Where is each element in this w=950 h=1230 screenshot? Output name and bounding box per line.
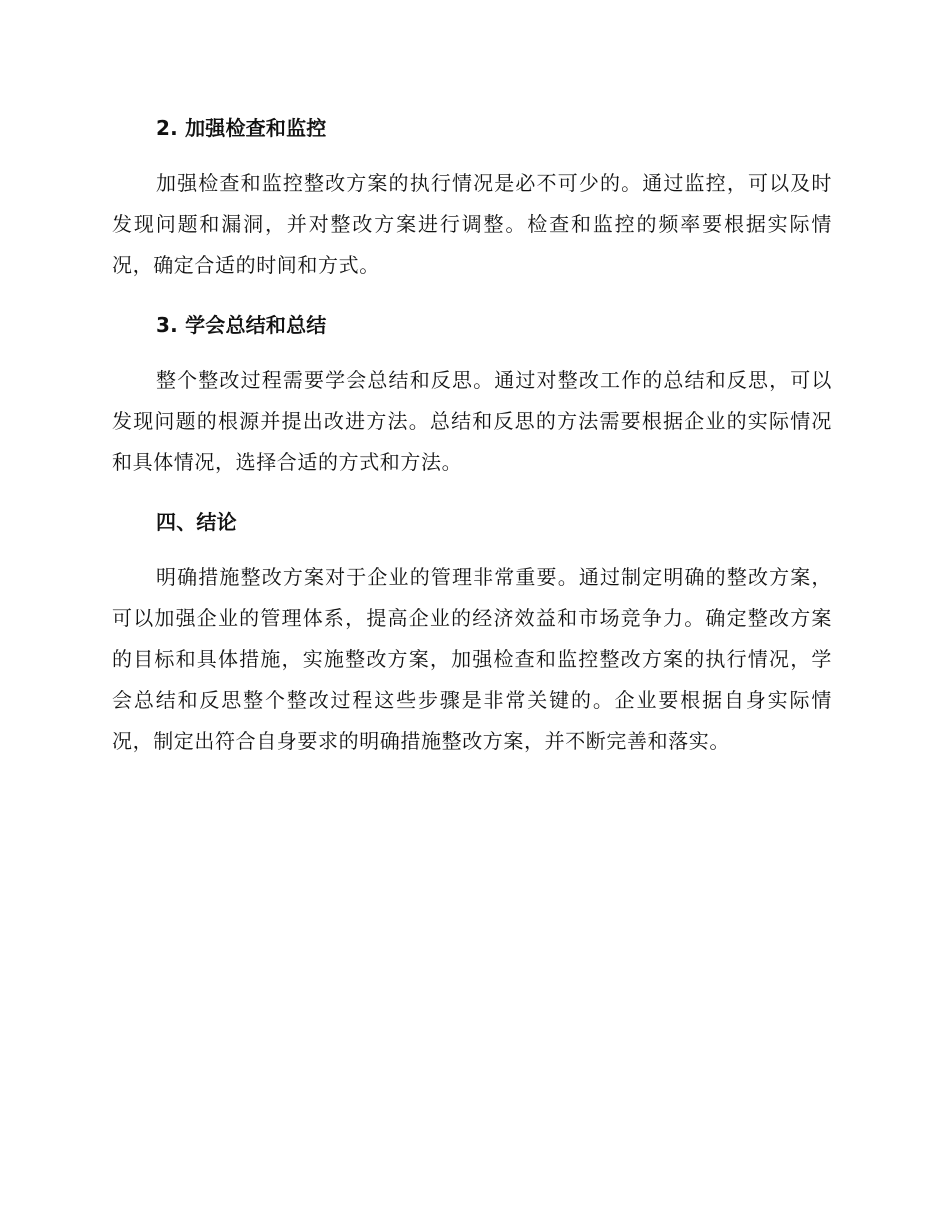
section-heading-monitoring: 2. 加强检查和监控 <box>156 116 327 140</box>
section-paragraph-conclusion: 明确措施整改方案对于企业的管理非常重要。通过制定明确的整改方案，可以加强企业的管理体系，提高企业的经济效益和市场竞争力。确定整改方案的目标和具体措施，实施整改方案，加强检查和监控整改方案的执行情况，学会总结和反思整个整改过程这些步骤是非常关键的。企业要根据自身实际情况，制定出符合自身要求的明确措施整改方案，并不断完善和落实。 <box>112 565 832 753</box>
document-body <box>112 110 832 762</box>
section-paragraph-monitoring: 加强检查和监控整改方案的执行情况是必不可少的。通过监控，可以及时发现问题和漏洞，并对整改方案进行调整。检查和监控的频率要根据实际情况，确定合适的时间和方式。 <box>112 171 832 277</box>
section-heading-summary: 3. 学会总结和总结 <box>156 313 327 337</box>
section-heading-conclusion: 四、结论 <box>156 510 237 534</box>
section-paragraph-summary: 整个整改过程需要学会总结和反思。通过对整改工作的总结和反思，可以发现问题的根源并提出改进方法。总结和反思的方法需要根据企业的实际情况和具体情况，选择合适的方式和方法。 <box>112 368 832 474</box>
